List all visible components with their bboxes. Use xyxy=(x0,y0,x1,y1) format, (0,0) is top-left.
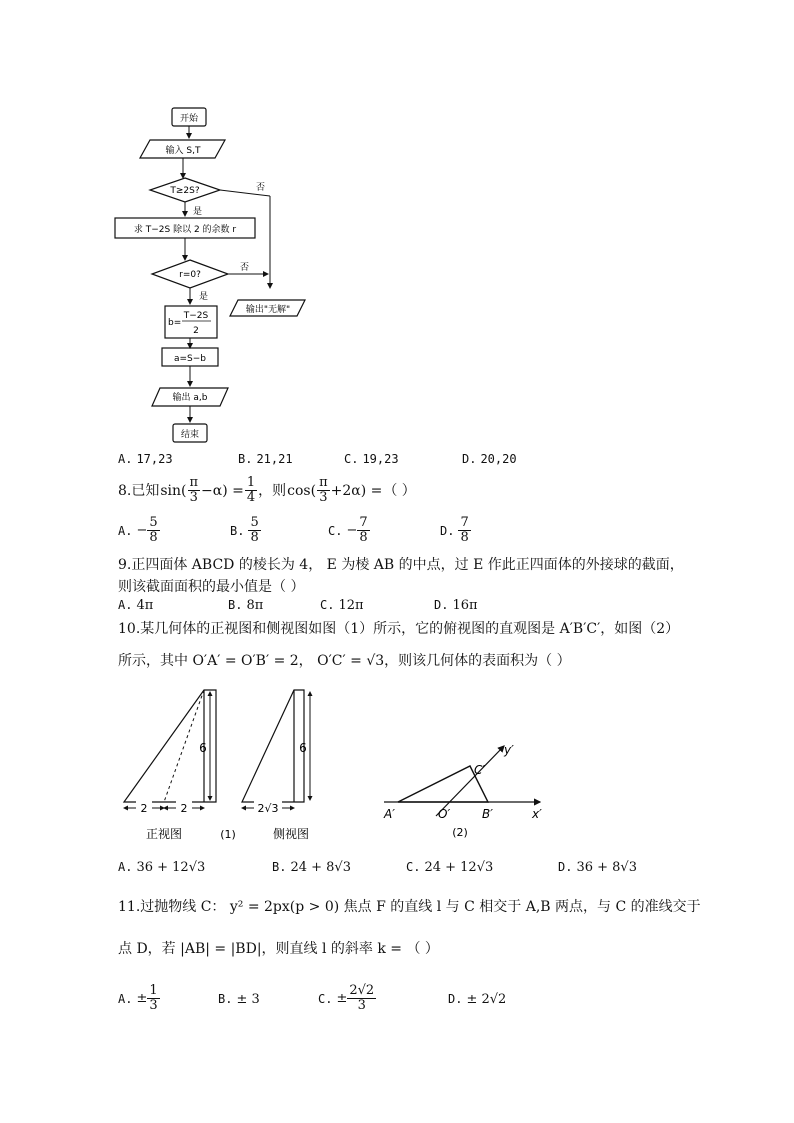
q7-option-d: D. 20,20 xyxy=(462,452,517,466)
q11-line-1: 11.过抛物线 C： y² = 2px(p > 0) 焦点 F 的直线 l 与 C 相交于 A,B 两点，与 C 的准线交于 xyxy=(118,899,701,915)
q11-line-2: 点 D，若 |AB| = |BD|，则直线 l 的斜率 k = （ ） xyxy=(118,941,439,957)
axis-y-label: y′ xyxy=(504,743,514,757)
point-c-label: C′ xyxy=(474,763,486,777)
axis-x-label: x′ xyxy=(532,807,542,821)
q8-option-c: C. − $\frac{7}{8}$ xyxy=(328,515,368,545)
q11-option-d: D. ± 2√2 xyxy=(448,992,507,1007)
q8-option-d: D. $\frac{7}{8}$ xyxy=(440,515,469,545)
front-height-label: 6 xyxy=(199,741,207,755)
q9-line-1: 9.正四面体 ABCD 的棱长为 4， E 为棱 AB 的中点，过 E 作此正四面体的外接球的截面， xyxy=(118,557,684,573)
a-assign-label: a=S−b xyxy=(173,354,207,364)
side-base-label: 2√3 xyxy=(257,802,279,815)
q11-option-c: C. ± $\frac{2√2}{3}$ xyxy=(318,983,375,1013)
q9-option-b: B. 8π xyxy=(228,598,264,613)
yes-label-2: 是 xyxy=(199,292,209,302)
q10-figure-1 xyxy=(116,684,336,848)
side-view-shape xyxy=(242,690,304,802)
b-assign-den: 2 xyxy=(193,326,199,336)
condition-label-2: r=0? xyxy=(179,270,201,280)
point-a-label: A′ xyxy=(384,807,395,821)
no-label-1: 否 xyxy=(256,183,266,193)
q7-option-c: C. 19,23 xyxy=(344,452,399,466)
q10-line-1: 10.某几何体的正视图和侧视图如图（1）所示，它的俯视图的直观图是 A′B′C′，如图（2） xyxy=(118,621,680,637)
q9-line-2: 则该截面面积的最小值是（ ） xyxy=(118,579,305,595)
q11-option-a: A. ± $\frac{1}{3}$ xyxy=(118,983,158,1013)
yes-label-1: 是 xyxy=(193,207,203,217)
q10-option-d: D. 36 + 8√3 xyxy=(558,860,637,875)
output-ab-label: 输出 a,b xyxy=(172,393,208,403)
output-none-label: 输出"无解" xyxy=(245,305,291,315)
input-label: 输入 S,T xyxy=(165,146,201,156)
remainder-label: 求 T−2S 除以 2 的余数 r xyxy=(133,225,237,235)
q10-option-a: A. 36 + 12√3 xyxy=(118,860,206,875)
side-height-label: 6 xyxy=(299,741,307,755)
start-label: 开始 xyxy=(179,114,199,124)
q8-option-b: B. $\frac{5}{8}$ xyxy=(230,515,259,545)
q10-figure-2 xyxy=(380,736,560,840)
no-label-2: 否 xyxy=(240,263,250,273)
b-assign-num: T−2S xyxy=(183,311,209,321)
end-label: 结束 xyxy=(180,430,200,440)
q11-option-b: B. ± 3 xyxy=(218,992,260,1007)
point-o-label: O′ xyxy=(438,807,451,821)
figure-2-label: (2) xyxy=(452,826,468,839)
q9-option-d: D. 16π xyxy=(434,598,478,613)
q8-stem: 8.已知 sin( $\frac{\pi}{3}$ −α) = $\frac{1}{4}$ ，则 cos( $\frac{\pi}{3}$ +2α) = （ ） xyxy=(118,475,416,505)
q10-option-b: B. 24 + 8√3 xyxy=(272,860,351,875)
side-view-caption: 侧视图 xyxy=(272,827,310,841)
b-assign-left: b= xyxy=(168,318,182,328)
front-view-caption: 正视图 xyxy=(145,827,183,841)
q8-option-a: A. − $\frac{5}{8}$ xyxy=(118,515,158,545)
front-base-right-label: 2 xyxy=(180,802,188,815)
front-base-left-label: 2 xyxy=(140,802,148,815)
q7-option-b: B. 21,21 xyxy=(238,452,293,466)
y-axis xyxy=(436,746,504,816)
condition-label-1: T≥2S? xyxy=(170,186,200,196)
figure-1-label: (1) xyxy=(220,828,236,841)
q9-option-c: C. 12π xyxy=(320,598,364,613)
q10-line-2: 所示，其中 O′A′ = O′B′ = 2， O′C′ = √3，则该几何体的表面积为（ ） xyxy=(118,653,571,669)
q9-option-a: A. 4π xyxy=(118,598,154,613)
flowchart xyxy=(110,100,330,445)
q7-option-a: A. 17,23 xyxy=(118,452,173,466)
point-b-label: B′ xyxy=(482,807,493,821)
q10-option-c: C. 24 + 12√3 xyxy=(406,860,494,875)
